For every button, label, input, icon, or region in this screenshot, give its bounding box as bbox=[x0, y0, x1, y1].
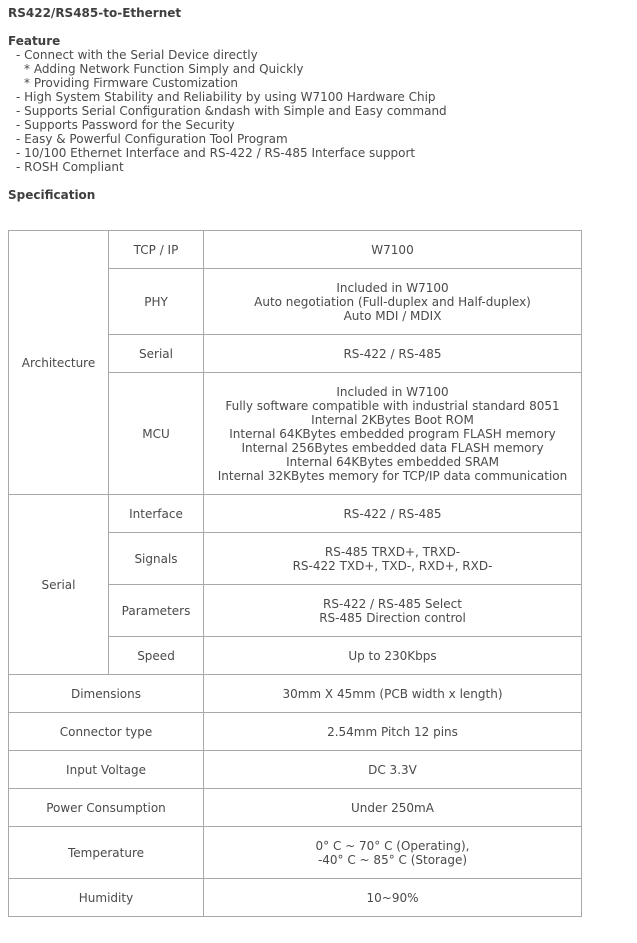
spec-row-tcp-ip bbox=[9, 231, 582, 269]
spec-label: Temperature bbox=[9, 827, 204, 879]
spec-value: RS-422 / RS-485 Select RS-485 Direction control bbox=[204, 585, 582, 637]
spec-label: Connector type bbox=[9, 713, 204, 751]
spec-value: Up to 230Kbps bbox=[204, 637, 582, 675]
category-architecture: Architecture bbox=[9, 231, 109, 495]
feature-subitem: * Adding Network Function Simply and Quickly bbox=[24, 62, 304, 76]
feature-item: - Supports Password for the Security bbox=[16, 118, 235, 132]
spec-value: RS-422 / RS-485 bbox=[204, 335, 582, 373]
spec-label: PHY bbox=[109, 269, 204, 335]
spec-value: RS-485 TRXD+, TRXD- RS-422 TXD+, TXD-, RXD+, RXD- bbox=[204, 533, 582, 585]
spec-value: DC 3.3V bbox=[204, 751, 582, 789]
spec-label: Interface bbox=[109, 495, 204, 533]
spec-label: Dimensions bbox=[9, 675, 204, 713]
feature-item: - ROSH Compliant bbox=[16, 160, 124, 174]
feature-item: - Connect with the Serial Device directly bbox=[16, 48, 258, 62]
spec-value: Included in W7100 Auto negotiation (Full-duplex and Half-duplex) Auto MDI / MDIX bbox=[204, 269, 582, 335]
feature-list bbox=[16, 48, 447, 174]
spec-label: Speed bbox=[109, 637, 204, 675]
spec-label: Humidity bbox=[9, 879, 204, 917]
spec-row-temperature bbox=[9, 827, 582, 879]
spec-label: MCU bbox=[109, 373, 204, 495]
specification-table bbox=[8, 230, 582, 917]
category-serial: Serial bbox=[9, 495, 109, 675]
feature-heading: Feature bbox=[8, 34, 61, 48]
spec-label: Input Voltage bbox=[9, 751, 204, 789]
specification-heading: Specification bbox=[8, 188, 96, 202]
spec-row-humidity bbox=[9, 879, 582, 917]
feature-subitem: * Providing Firmware Customization bbox=[24, 76, 239, 90]
spec-row-power-consumption bbox=[9, 789, 582, 827]
spec-label: Serial bbox=[109, 335, 204, 373]
feature-item: - 10/100 Ethernet Interface and RS-422 / RS-485 Interface support bbox=[16, 146, 416, 160]
spec-value: 2.54mm Pitch 12 pins bbox=[204, 713, 582, 751]
spec-label: TCP / IP bbox=[109, 231, 204, 269]
feature-item: - Easy & Powerful Configuration Tool Program bbox=[16, 132, 288, 146]
feature-item: - Supports Serial Configuration &ndash with Simple and Easy command bbox=[16, 104, 447, 118]
spec-label: Signals bbox=[109, 533, 204, 585]
spec-value: 10~90% bbox=[204, 879, 582, 917]
spec-row-input-voltage bbox=[9, 751, 582, 789]
spec-row-interface bbox=[9, 495, 582, 533]
feature-item: - High System Stability and Reliability by using W7100 Hardware Chip bbox=[16, 90, 436, 104]
spec-label: Parameters bbox=[109, 585, 204, 637]
page-title: RS422/RS485-to-Ethernet bbox=[8, 6, 182, 20]
spec-label: Power Consumption bbox=[9, 789, 204, 827]
spec-value: Under 250mA bbox=[204, 789, 582, 827]
spec-row-dimensions bbox=[9, 675, 582, 713]
spec-row-connector-type bbox=[9, 713, 582, 751]
spec-value: 0° C ~ 70° C (Operating), -40° C ~ 85° C (Storage) bbox=[204, 827, 582, 879]
spec-value: RS-422 / RS-485 bbox=[204, 495, 582, 533]
spec-value: W7100 bbox=[204, 231, 582, 269]
spec-value: Included in W7100 Fully software compatible with industrial standard 8051 Internal 2KBytes Boot ROM Internal 64KBytes embedded program FLASH memory Internal 256Bytes embedded data FLASH memory Internal 64KBytes embedded SRAM Internal 32KBytes memory for TCP/IP data communication bbox=[204, 373, 582, 495]
spec-value: 30mm X 45mm (PCB width x length) bbox=[204, 675, 582, 713]
